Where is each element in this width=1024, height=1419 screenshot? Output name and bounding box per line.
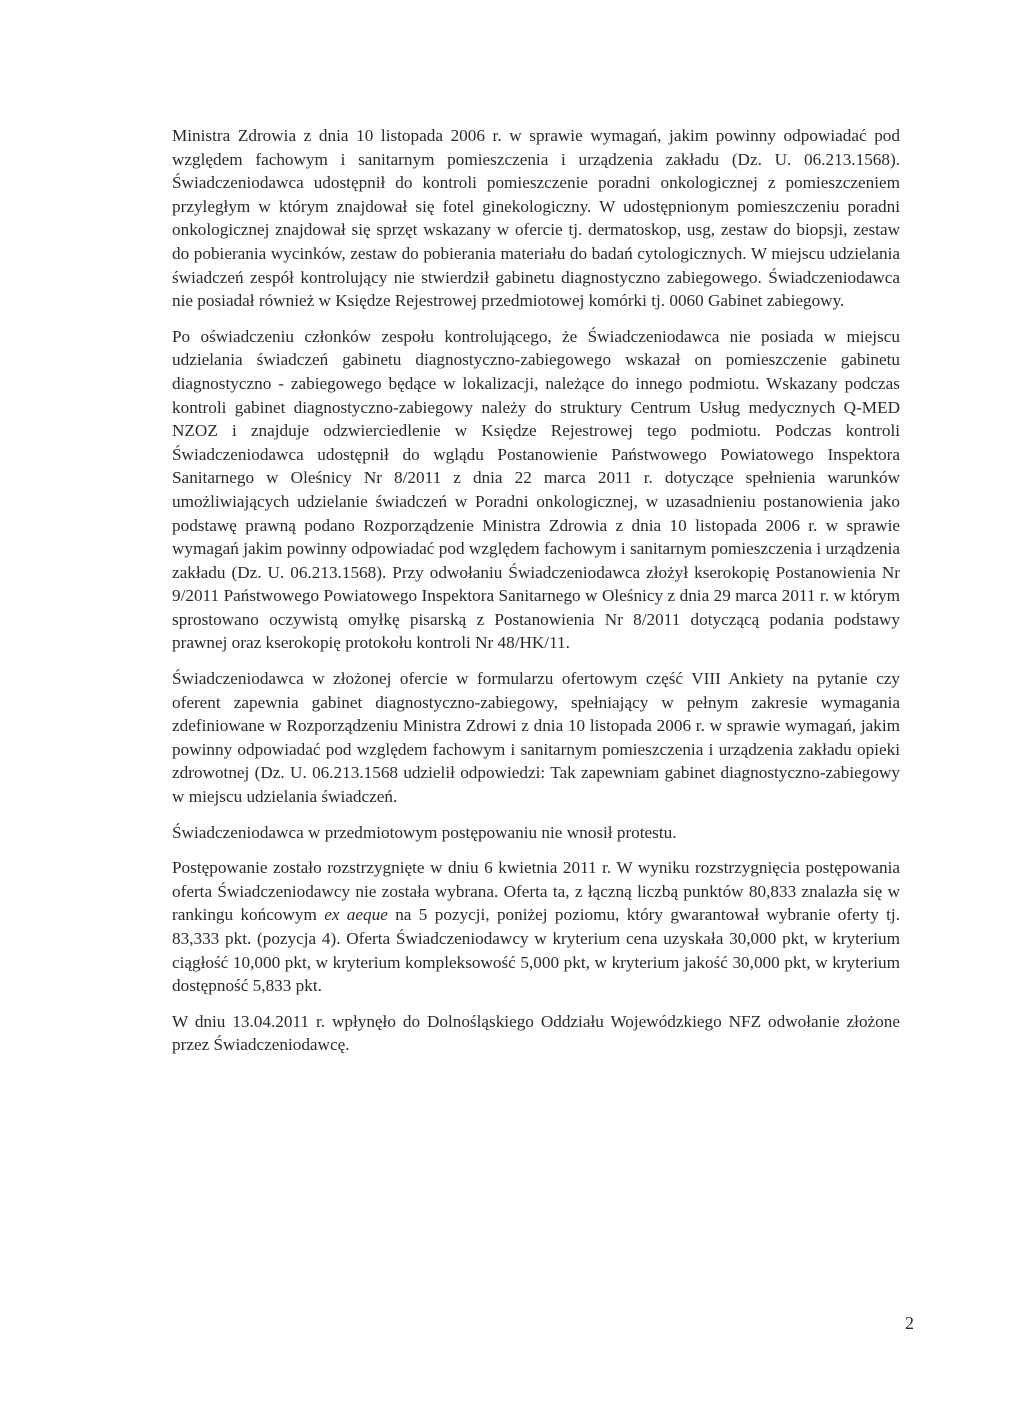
- paragraph-5: [172, 856, 900, 998]
- page-number: 2: [905, 1313, 914, 1333]
- paragraph-3: Świadczeniodawca w złożonej ofercie w formularzu ofertowym część VIII Ankiety na pytanie czy oferent zapewnia gabinet diagnostyczno-zabiegowy, spełniający w pełnym zakresie wymagania zdefiniowane w Rozporządzeniu Ministra Zdrowi z dnia 10 listopada 2006 r. w sprawie wymagań, jakim powinny odpowiadać pod względem fachowym i sanitarnym pomieszczenia i urządzenia zakładu opieki zdrowotnej (Dz. U. 06.213.1568 udzielił odpowiedzi: Tak zapewniam gabinet diagnostyczno-zabiegowy w miejscu udzielania świadczeń.: [172, 669, 900, 807]
- paragraph-5-text-before: Postępowanie zostało rozstrzygnięte w dniu 6 kwietnia 2011 r. W wyniku rozstrzygnięcia postępowania oferta Świadczeniodawcy nie została wybrana. Oferta ta, z łączną liczbą punktów 80,833 znalazła się w rankingu końcowym: [172, 858, 900, 925]
- paragraph-5-text-after: na 5 pozycji, poniżej poziomu, który gwarantował wybranie oferty tj. 83,333 pkt. (pozycja 4). Oferta Świadczeniodawcy w kryterium cena uzyskała 30,000 pkt, w kryterium ciągłość 10,000 pkt, w kryterium kompleksowość 5,000 pkt, w kryterium jakość 30,000 pkt, w kryterium dostępność 5,833 pkt.: [172, 905, 900, 996]
- paragraph-6: W dniu 13.04.2011 r. wpłynęło do Dolnośląskiego Oddziału Wojewódzkiego NFZ odwołanie złożone przez Świadczeniodawcę.: [172, 1011, 900, 1055]
- paragraph-2: Po oświadczeniu członków zespołu kontrolującego, że Świadczeniodawca nie posiada w miejscu udzielania świadczeń gabinetu diagnostyczno-zabiegowego wskazał on pomieszczenie gabinetu diagnostyczno - zabiegowego będące w lokalizacji, należące do innego podmiotu. Wskazany podczas kontroli gabinet diagnostyczno-zabiegowy należy do struktury Centrum Usług medycznych Q-MED NZOZ i znajduje odzwierciedlenie w Księdze Rejestrowej tego podmiotu. Podczas kontroli Świadczeniodawca udostępnił do wglądu Postanowienie Państwowego Powiatowego Inspektora Sanitarnego w Oleśnicy Nr 8/2011 z dnia 22 marca 2011 r. dotyczące spełnienia warunków umożliwiających udzielanie świadczeń w Poradni onkologicznej, w uzasadnieniu postanowienia jako podstawę prawną podano Rozporządzenie Ministra Zdrowia z dnia 10 listopada 2006 r. w sprawie wymagań jakim powinny odpowiadać pod względem fachowym i sanitarnym pomieszczenia i urządzenia zakładu (Dz. U. 06.213.1568). Przy odwołaniu Świadczeniodawca złożył kserokopię Postanowienia Nr 9/2011 Państwowego Powiatowego Inspektora Sanitarnego w Oleśnicy z dnia 29 marca 2011 r. w którym sprostowano oczywistą omyłkę pisarską z Postanowienia Nr 8/2011 dotyczącą podania podstawy prawnej oraz kserokopię protokołu kontroli Nr 48/HK/11.: [172, 326, 900, 653]
- paragraph-1: Ministra Zdrowia z dnia 10 listopada 2006 r. w sprawie wymagań, jakim powinny odpowiadać pod względem fachowym i sanitarnym pomieszczenia i urządzenia zakładu (Dz. U. 06.213.1568). Świadczeniodawca udostępnił do kontroli pomieszczenie poradni onkologicznej z pomieszczeniem przyległym w którym znajdował się fotel ginekologiczny. W udostępnionym pomieszczeniu poradni onkologicznej znajdował się sprzęt wskazany w ofercie tj. dermatoskop, usg, zestaw do biopsji, zestaw do pobierania wycinków, zestaw do pobierania materiału do badań cytologicznych. W miejscu udzielania świadczeń zespół kontrolujący nie stwierdził gabinetu diagnostyczno zabiegowego. Świadczeniodawca nie posiadał również w Księdze Rejestrowej przedmiotowej komórki tj. 0060 Gabinet zabiegowy.: [172, 126, 900, 311]
- paragraph-4: Świadczeniodawca w przedmiotowym postępowaniu nie wnosił protestu.: [172, 822, 677, 842]
- document-body: [172, 124, 900, 1069]
- paragraph-5-italic-term: ex aeque: [324, 905, 388, 925]
